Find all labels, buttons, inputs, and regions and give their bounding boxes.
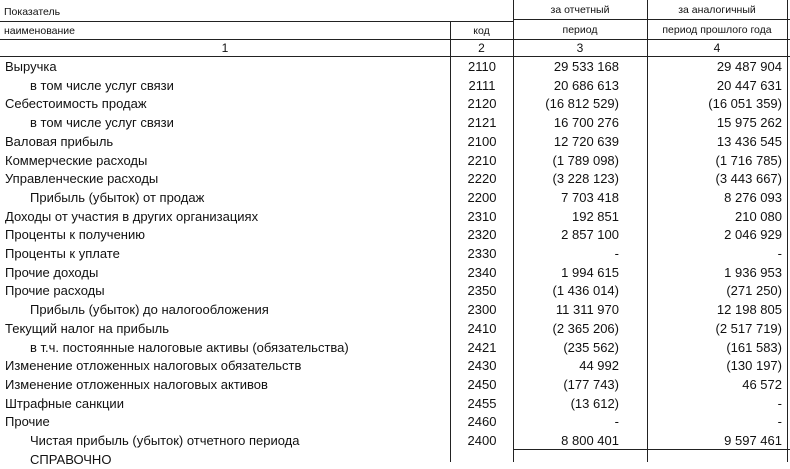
table-row	[0, 320, 790, 339]
row-current-period: (1 436 014)	[552, 283, 619, 299]
row-current-period: 20 686 613	[553, 77, 619, 93]
table-row	[0, 413, 790, 432]
row-previous-period: 15 975 262	[716, 115, 782, 131]
table-row	[0, 170, 790, 189]
row-code: 2200	[467, 189, 497, 205]
row-previous-period: 46 572	[742, 376, 782, 392]
row-current-period: 8 800 401	[561, 433, 619, 448]
row-code: 2421	[467, 339, 497, 355]
table-row	[0, 339, 790, 358]
table-row	[0, 451, 790, 469]
row-current-period: (1 789 098)	[552, 152, 619, 168]
row-code: 2350	[467, 283, 497, 299]
header-previous-line2: период прошлого года	[662, 24, 772, 36]
row-name: Штрафные санкции	[5, 395, 124, 411]
header-divider-top	[0, 21, 513, 22]
table-row	[0, 77, 790, 96]
row-previous-period: 210 080	[735, 208, 782, 224]
row-previous-period: -	[777, 246, 782, 261]
row-name: Прибыль (убыток) от продаж	[30, 189, 205, 205]
header-current-line1: за отчетный	[550, 4, 610, 16]
row-previous-period: (2 517 719)	[715, 320, 782, 336]
column-number-1: 1	[221, 41, 229, 55]
row-code: 2455	[467, 395, 497, 411]
table-row	[0, 376, 790, 395]
row-code: 2410	[467, 320, 497, 336]
row-previous-period: -	[777, 414, 782, 430]
row-name: Прибыль (убыток) до налогообложения	[30, 302, 269, 318]
row-code: 2111	[468, 77, 496, 93]
table-row	[0, 226, 790, 245]
row-current-period: 2 857 100	[561, 227, 619, 243]
row-code: 2460	[467, 414, 497, 430]
row-current-period: -	[614, 246, 619, 261]
row-name: Чистая прибыль (убыток) отчетного периода	[30, 433, 300, 448]
table-row	[0, 152, 790, 171]
row-code: 2300	[467, 302, 497, 318]
table-row	[0, 133, 790, 152]
row-name: Прочие	[5, 414, 50, 430]
row-previous-period: (3 443 667)	[715, 171, 782, 187]
row-code: 2400	[467, 433, 497, 448]
row-current-period: 7 703 418	[561, 189, 619, 205]
row-name: Изменение отложенных налоговых активов	[5, 376, 268, 392]
table-row	[0, 114, 790, 133]
row-name: СПРАВОЧНО	[30, 451, 112, 467]
row-code: 2330	[467, 246, 497, 261]
row-name: Текущий налог на прибыль	[5, 320, 170, 336]
column-number-2: 2	[478, 41, 485, 55]
row-previous-period: 12 198 805	[716, 302, 782, 318]
row-current-period: (16 812 529)	[545, 96, 619, 112]
row-code: 2121	[467, 115, 497, 131]
row-code: 2310	[467, 208, 497, 224]
row-name: Проценты к уплате	[5, 246, 120, 261]
row-current-period: 44 992	[579, 358, 619, 374]
row-name: Коммерческие расходы	[5, 152, 148, 168]
row-previous-period: 13 436 545	[716, 133, 782, 149]
row-current-period: 1 994 615	[561, 264, 619, 280]
row-code: 2100	[467, 133, 497, 149]
table-row	[0, 282, 790, 301]
row-name: Изменение отложенных налоговых обязательств	[5, 358, 302, 374]
row-current-period: (177 743)	[563, 376, 619, 392]
row-current-period: -	[614, 414, 619, 430]
row-previous-period: -	[777, 395, 782, 411]
row-previous-period: (1 716 785)	[715, 152, 782, 168]
header-name: наименование	[4, 25, 76, 37]
header-indicator: Показатель	[4, 6, 61, 18]
row-name: Себестоимость продаж	[5, 96, 147, 112]
row-name: Выручка	[5, 59, 57, 74]
table-row	[0, 395, 790, 414]
table-row	[0, 58, 790, 77]
row-name: в том числе услуг связи	[30, 115, 174, 131]
row-name: Валовая прибыль	[5, 133, 114, 149]
table-row	[0, 95, 790, 114]
row-current-period: (13 612)	[570, 395, 619, 411]
header-divider-mid	[513, 19, 790, 20]
table-row	[0, 245, 790, 264]
row-name: Доходы от участия в других организациях	[5, 208, 259, 224]
row-code: 2340	[467, 264, 497, 280]
table-row	[0, 264, 790, 283]
row-name: Проценты к получению	[5, 227, 145, 243]
table-row	[0, 301, 790, 320]
header-previous-line1: за аналогичный	[678, 4, 756, 16]
row-code: 2120	[467, 96, 497, 112]
row-current-period: 192 851	[572, 208, 619, 224]
header-code: код	[473, 25, 490, 37]
header-current-line2: период	[562, 24, 598, 36]
header-divider-row2	[0, 56, 790, 57]
row-code: 2430	[467, 358, 497, 374]
row-code: 2220	[467, 171, 497, 187]
row-current-period: 11 311 970	[555, 302, 619, 318]
row-code: 2450	[467, 376, 497, 392]
row-previous-period: 1 936 953	[724, 264, 782, 280]
row-code: 2320	[467, 227, 497, 243]
row-previous-period: 8 276 093	[724, 189, 782, 205]
table-row	[0, 357, 790, 376]
table-row	[0, 189, 790, 208]
row-current-period: 29 533 168	[553, 59, 619, 74]
row-name: Прочие доходы	[5, 264, 99, 280]
row-current-period: (235 562)	[563, 339, 619, 355]
row-name: в том числе услуг связи	[30, 77, 174, 93]
row-previous-period: (16 051 359)	[708, 96, 782, 112]
row-code: 2110	[468, 59, 496, 74]
row-previous-period: 29 487 904	[716, 59, 782, 74]
column-number-4: 4	[713, 41, 721, 55]
row-previous-period: 2 046 929	[724, 227, 782, 243]
row-current-period: 16 700 276	[553, 115, 619, 131]
column-number-3: 3	[576, 41, 584, 55]
row-name: Управленческие расходы	[5, 171, 159, 187]
row-previous-period: (271 250)	[726, 283, 782, 299]
row-current-period: (3 228 123)	[552, 171, 619, 187]
row-previous-period: 9 597 461	[724, 433, 782, 448]
row-name: в т.ч. постоянные налоговые активы (обязательства)	[30, 339, 349, 355]
header-divider-row1	[0, 39, 790, 40]
row-previous-period: (161 583)	[726, 339, 782, 355]
row-previous-period: 20 447 631	[716, 77, 782, 93]
row-current-period: 12 720 639	[553, 133, 619, 149]
row-name: Прочие расходы	[5, 283, 105, 299]
table-bottom-line	[513, 449, 790, 450]
row-current-period: (2 365 206)	[552, 320, 619, 336]
table-row	[0, 208, 790, 227]
row-previous-period: (130 197)	[726, 358, 782, 374]
row-code: 2210	[467, 152, 497, 168]
